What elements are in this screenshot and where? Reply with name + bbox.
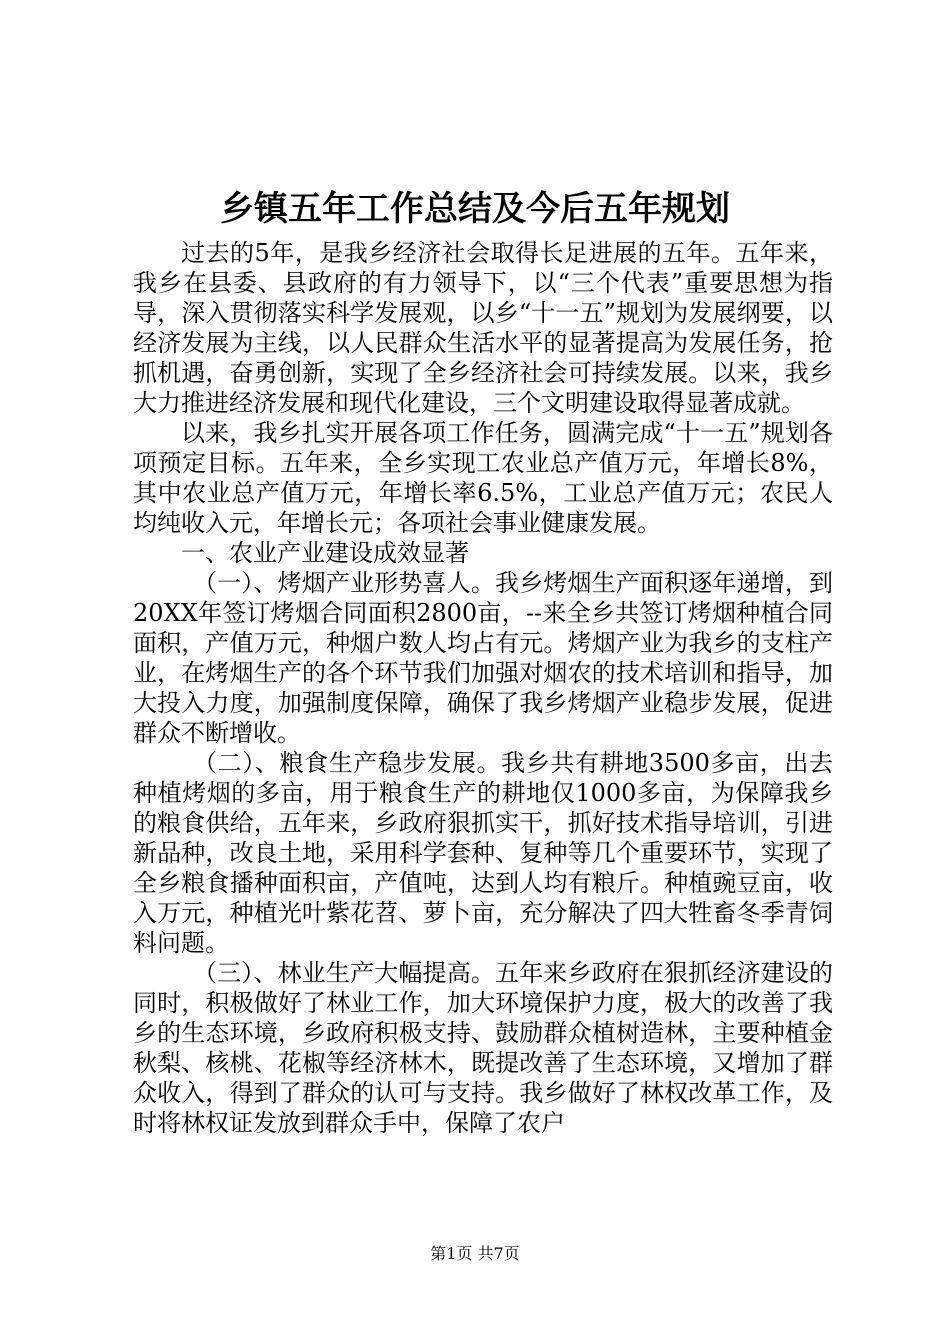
section-heading-agriculture: 一、农业产业建设成效显著	[181, 539, 469, 567]
paragraph-intro: 过去的5年，是我乡经济社会取得长足进展的五年。五年来，我乡在县委、县政府的有力领导下，以“三个代表”重要思想为指导，深入贯彻落实科学发展观，以乡“十一五”规划为发展纲要，以经济发展为主线，以人民群众生活水平的显著提高为发展任务，抢抓机遇，奋勇创新，实现了全乡经济社会可持续发展。以来，我乡大力推进经济发展和现代化建设，三个文明建设取得显著成就。	[133, 239, 833, 417]
paragraph-overview: 以来，我乡扎实开展各项工作任务，圆满完成“十一五”规划各项预定目标。五年来，全乡实现工农业总产值万元，年增长8%，其中农业总产值万元，年增长率6.5%，工业总产值万元；农民人均纯收入元，年增长元；各项社会事业健康发展。	[133, 419, 833, 537]
paragraph-forestry: （三）、林业生产大幅提高。五年来乡政府在狠抓经济建设的同时，积极做好了林业工作，加大环境保护力度，极大的改善了我乡的生态环境，乡政府积极支持、鼓励群众植树造林，主要种植金秋梨、核桃、花椒等经济林木，既提改善了生态环境，又增加了群众收入，得到了群众的认可与支持。我乡做好了林权改革工作，及时将林权证发放到群众手中，保障了农户	[133, 959, 833, 1137]
paragraph-tobacco: （一）、烤烟产业形势喜人。我乡烤烟生产面积逐年递增，到20XX年签订烤烟合同面积2800亩，--来全乡共签订烤烟种植合同面积，产值万元，种烟户数人均占有元。烤烟产业为我乡的支柱产业，在烤烟生产的各个环节我们加强对烟农的技术培训和指导，加大投入力度，加强制度保障，确保了我乡烤烟产业稳步发展，促进群众不断增收。	[133, 569, 833, 747]
paragraph-grain: （二）、粮食生产稳步发展。我乡共有耕地3500多亩，出去种植烤烟的多亩，用于粮食生产的耕地仅1000多亩，为保障我乡的粮食供给，五年来，乡政府狠抓实干，抓好技术指导培训，引进新品种，改良土地，采用科学套种、复种等几个重要环节，实现了全乡粮食播种面积亩，产值吨，达到人均有粮斤。种植豌豆亩，收入万元，种植光叶紫花苕、萝卜亩，充分解决了四大牲畜冬季青饲料问题。	[133, 749, 833, 957]
page-title: 乡镇五年工作总结及今后五年规划	[220, 189, 730, 229]
document-body	[133, 238, 833, 1138]
page-footer: 第1页 共7页	[430, 1244, 520, 1263]
